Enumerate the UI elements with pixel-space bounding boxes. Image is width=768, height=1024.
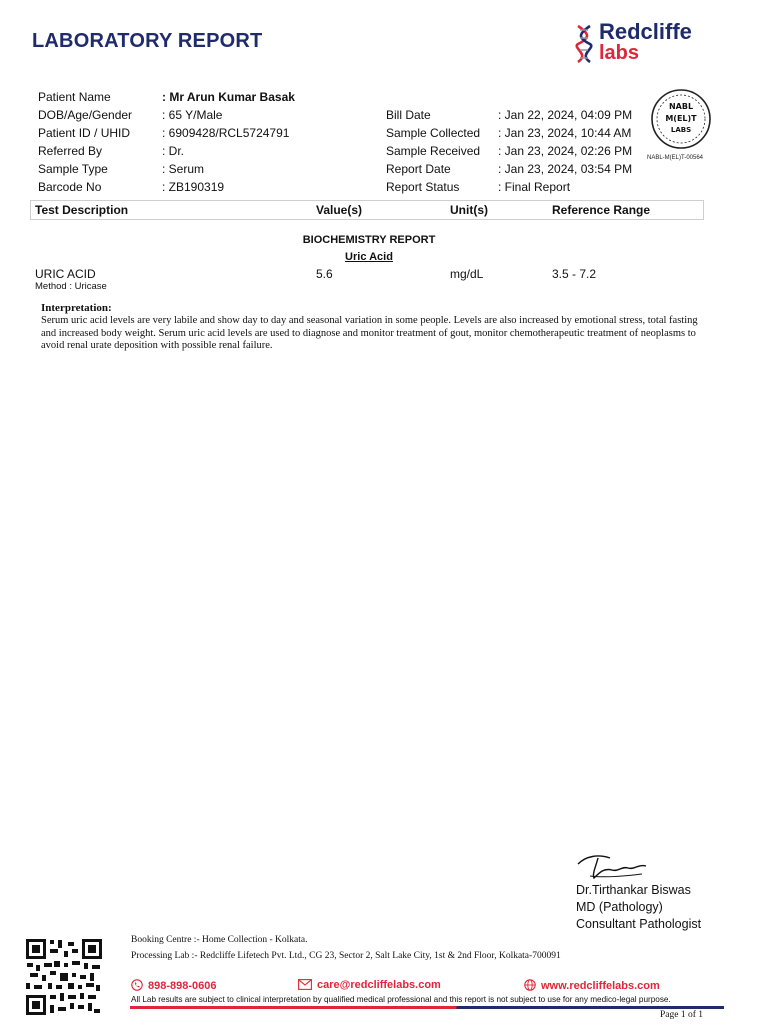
signature — [576, 852, 648, 882]
barcode-value: : ZB190319 — [162, 180, 225, 194]
test-method: Method : Uricase — [35, 281, 107, 292]
sample-type-label: Sample Type — [38, 162, 108, 176]
disclaimer: All Lab results are subject to clinical interpretation by qualified medical professional and this report is not subject to use for any medico-legal purpose. — [131, 995, 671, 1004]
referred-by-label: Referred By — [38, 144, 103, 158]
sample-collected-label: Sample Collected — [386, 126, 481, 140]
signatory-degree: MD (Pathology) — [576, 900, 663, 914]
col-test-description: Test Description — [35, 203, 129, 217]
patient-id-value: : 6909428/RCL5724791 — [162, 126, 290, 140]
signatory-designation: Consultant Pathologist — [576, 917, 702, 931]
page-number: Page 1 of 1 — [660, 1010, 704, 1020]
subsection-title — [0, 251, 738, 263]
logo-wordmark: Redcliffe — [599, 19, 692, 44]
patient-id-label: Patient ID / UHID — [38, 126, 131, 140]
col-reference-range: Reference Range — [552, 203, 651, 217]
bill-date-value: : Jan 22, 2024, 04:09 PM — [498, 108, 633, 122]
redcliffe-logo — [574, 20, 714, 66]
report-date-label: Report Date — [386, 162, 451, 176]
nabl-code: NABL-M(EL)T-00564 — [647, 155, 704, 161]
booking-centre: Booking Centre :- Home Collection - Kolkata. — [131, 935, 308, 945]
sample-type-value: : Serum — [162, 162, 205, 176]
processing-lab: Processing Lab :- Redcliffe Lifetech Pvt. Ltd., CG 23, Sector 2, Salt Lake City, 1st & 2nd Floor, Kolkata-700091 — [131, 951, 561, 961]
interpretation-text: Serum uric acid levels are very labile and show day to day and seasonal variation in some people. Levels are also increased by emotional stress, total fasting and increased body weight. Serum uric acid levels are used to diagnose and monitor treatment of gout, monitor chemotherapeutic treatment of neoplasms to avoid renal urate deposition with possible renal failure. — [41, 315, 698, 351]
globe-icon — [524, 979, 536, 991]
test-name: URIC ACID — [35, 267, 96, 281]
sample-received-value: : Jan 23, 2024, 02:26 PM — [498, 144, 633, 158]
contact-phone[interactable] — [131, 979, 217, 992]
bill-date-label: Bill Date — [386, 108, 431, 122]
dob-age-gender-label: DOB/Age/Gender — [38, 108, 133, 122]
contact-website[interactable] — [524, 979, 660, 992]
test-unit: mg/dL — [450, 267, 484, 281]
subsection-title-text: Uric Acid — [345, 251, 393, 263]
patient-name-label: Patient Name — [38, 90, 111, 104]
website-url: www.redcliffelabs.com — [541, 980, 660, 992]
col-units: Unit(s) — [450, 203, 488, 217]
report-status-label: Report Status — [386, 180, 460, 194]
email-address: care@redcliffelabs.com — [317, 979, 441, 991]
dob-age-gender-value: : 65 Y/Male — [162, 108, 223, 122]
report-status-value: : Final Report — [498, 180, 571, 194]
col-values: Value(s) — [316, 203, 363, 217]
nabl-seal-line2: M(EL)T — [665, 114, 697, 123]
nabl-seal — [650, 88, 712, 150]
page-title: LABORATORY REPORT — [32, 30, 263, 52]
nabl-seal-line3: LABS — [670, 126, 692, 134]
sample-collected-value: : Jan 23, 2024, 10:44 AM — [498, 126, 632, 140]
section-title: BIOCHEMISTRY REPORT — [302, 234, 436, 246]
footer-divider — [130, 1006, 724, 1009]
sample-received-label: Sample Received — [386, 144, 481, 158]
contact-email[interactable] — [298, 979, 441, 991]
qr-code — [24, 937, 104, 1017]
phone-number: 898-898-0606 — [148, 980, 217, 992]
qr-code-icon — [24, 937, 104, 1017]
referred-by-value: : Dr. — [162, 144, 185, 158]
test-reference-range: 3.5 - 7.2 — [552, 267, 597, 281]
test-value: 5.6 — [316, 267, 333, 281]
signature-scribble-icon — [576, 852, 648, 882]
phone-icon — [131, 979, 143, 991]
signatory-name: Dr.Tirthankar Biswas — [576, 883, 691, 897]
barcode-label: Barcode No — [38, 180, 102, 194]
patient-name-value: : Mr Arun Kumar Basak — [162, 90, 295, 104]
report-date-value: : Jan 23, 2024, 03:54 PM — [498, 162, 633, 176]
dna-helix-icon — [574, 24, 594, 64]
logo-subtext: labs — [599, 42, 640, 64]
nabl-seal-line1: NABL — [668, 102, 694, 111]
mail-icon — [298, 979, 312, 990]
interpretation-heading: Interpretation: — [41, 302, 112, 314]
nabl-seal-icon — [650, 88, 712, 150]
